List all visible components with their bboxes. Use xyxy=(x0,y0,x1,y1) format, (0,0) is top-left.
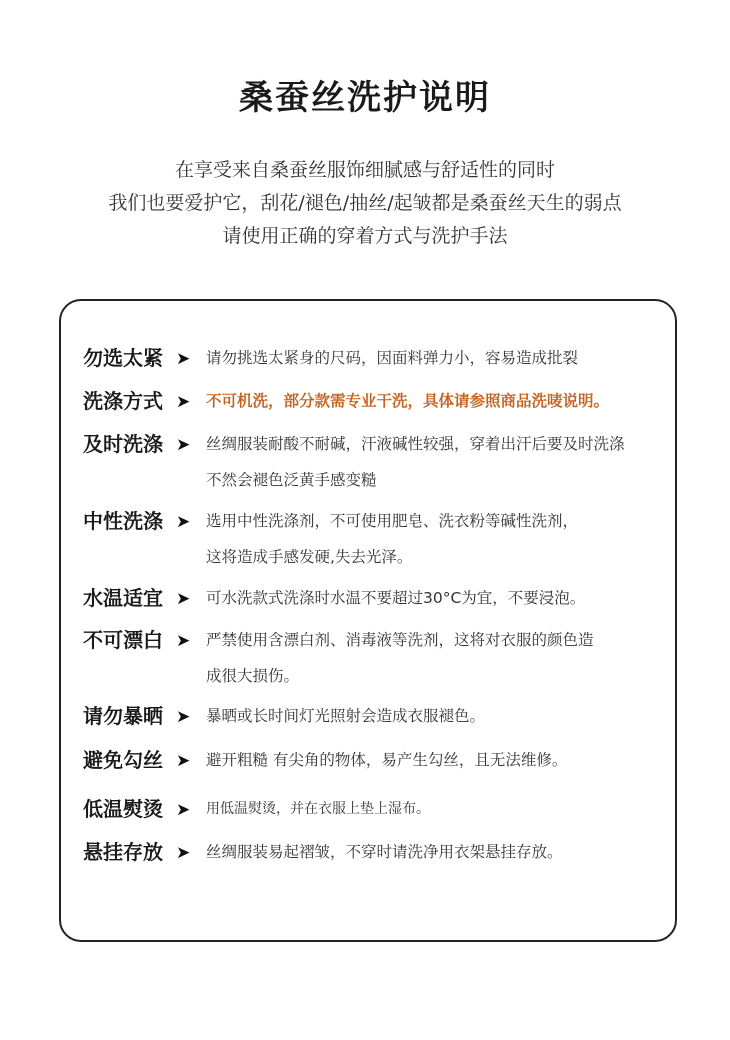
arrow-right-icon: ➤ xyxy=(176,707,191,727)
intro-text xyxy=(0,154,730,253)
description-line: 不然会褪色泛黄手感变糙 xyxy=(206,471,377,489)
description-line: 选用中性洗涤剂，不可使用肥皂、洗衣粉等碱性洗剂， xyxy=(206,512,579,530)
intro-line: 请使用正确的穿着方式与洗护手法 xyxy=(222,225,508,247)
care-item-label: 水温适宜 xyxy=(83,586,163,610)
care-item-description xyxy=(206,834,676,870)
description-line: 这将造成手感发硬,失去光泽。 xyxy=(206,548,413,566)
description-line: 丝绸服装易起褶皱，不穿时请洗净用衣架悬挂存放。 xyxy=(206,843,563,861)
arrow-right-icon: ➤ xyxy=(176,349,191,369)
care-item-label: 请勿暴晒 xyxy=(83,704,163,728)
description-line: 暴晒或长时间灯光照射会造成衣服褪色。 xyxy=(206,707,486,725)
care-item-description-highlight xyxy=(206,383,676,419)
care-item-label: 不可漂白 xyxy=(83,628,163,652)
arrow-right-icon: ➤ xyxy=(176,631,191,651)
arrow-right-icon: ➤ xyxy=(176,843,191,863)
care-item-description xyxy=(206,742,676,778)
description-line: 不可机洗，部分款需专业干洗，具体请参照商品洗唛说明。 xyxy=(206,392,610,410)
arrow-right-icon: ➤ xyxy=(176,392,191,412)
description-line: 用低温熨烫，并在衣服上垫上湿布。 xyxy=(206,801,430,817)
arrow-right-icon: ➤ xyxy=(176,435,191,455)
description-line: 成很大损伤。 xyxy=(206,667,300,685)
arrow-right-icon: ➤ xyxy=(176,512,191,532)
care-instructions-card xyxy=(59,299,677,942)
care-item-description xyxy=(206,503,676,575)
care-item-label: 勿选太紧 xyxy=(83,346,163,370)
description-line: 请勿挑选太紧身的尺码，因面料弹力小，容易造成批裂 xyxy=(206,349,579,367)
intro-line: 在享受来自桑蚕丝服饰细腻感与舒适性的同时 xyxy=(174,159,555,181)
care-item-label: 悬挂存放 xyxy=(83,840,163,864)
intro-line: 我们也要爱护它，刮花/褪色/抽丝/起皱都是桑蚕丝天生的弱点 xyxy=(108,192,622,214)
care-item-label: 避免勾丝 xyxy=(83,748,163,772)
care-item-description xyxy=(206,426,676,498)
care-item-description xyxy=(206,791,676,827)
description-line: 可水洗款式洗涤时水温不要超过30°C为宜，不要浸泡。 xyxy=(206,589,586,607)
description-line: 丝绸服装耐酸不耐碱，汗液碱性较强，穿着出汗后要及时洗涤 xyxy=(206,435,625,453)
arrow-right-icon: ➤ xyxy=(176,589,191,609)
care-item-label: 及时洗涤 xyxy=(83,432,163,456)
arrow-right-icon: ➤ xyxy=(176,800,191,820)
care-item-description xyxy=(206,340,676,376)
arrow-right-icon: ➤ xyxy=(176,751,191,771)
care-item-label: 低温熨烫 xyxy=(83,797,163,821)
care-item-description xyxy=(206,698,676,734)
care-item-description xyxy=(206,622,676,694)
description-line: 严禁使用含漂白剂、消毒液等洗剂，这将对衣服的颜色造 xyxy=(206,631,594,649)
care-item-description xyxy=(206,580,676,616)
page-title: 桑蚕丝洗护说明 xyxy=(239,78,491,118)
description-line: 避开粗糙 有尖角的物体，易产生勾丝，且无法维修。 xyxy=(206,751,568,769)
care-item-label: 中性洗涤 xyxy=(83,509,163,533)
care-item-label: 洗涤方式 xyxy=(83,389,163,413)
